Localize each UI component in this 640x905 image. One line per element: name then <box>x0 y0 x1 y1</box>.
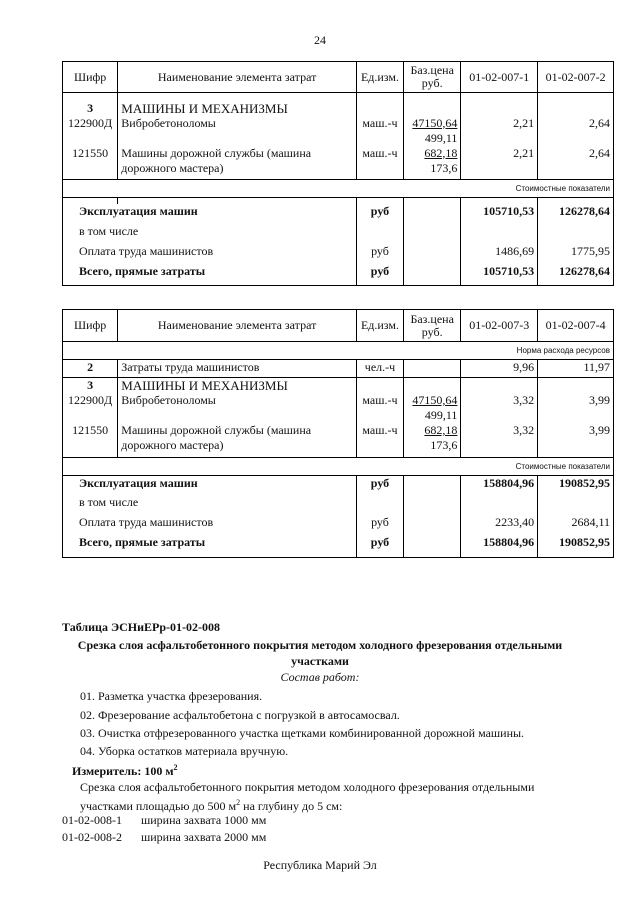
item-code: 01-02-008-1 <box>62 813 122 827</box>
header-col-a: 01-02-007-1 <box>461 62 538 93</box>
summary-label: Всего, прямые затраты <box>63 535 357 557</box>
section-title: МАШИНЫ И МЕХАНИЗМЫ <box>118 101 357 116</box>
summary-value-b: 126278,64 <box>538 204 614 224</box>
row-value-a: 2,21 <box>461 146 538 176</box>
row-price-base: 47150,64 <box>412 115 458 130</box>
row-value-a: 2,21 <box>461 116 538 146</box>
row-price-base: 682,18 <box>424 145 458 160</box>
summary-label: Эксплуатация машин <box>63 204 357 224</box>
summary-value-b: 126278,64 <box>538 264 614 286</box>
row-name: Машины дорожной службы (машина дорожного мастера) <box>118 423 357 453</box>
row-price-wage: 499,11 <box>424 408 458 422</box>
section-row <box>63 101 614 116</box>
norm-row <box>63 342 614 360</box>
row-price-wage: 173,6 <box>430 438 458 452</box>
summary-label: в том числе <box>63 495 357 515</box>
labor-unit: чел.-ч <box>356 360 403 378</box>
row-value-a: 3,32 <box>461 393 538 423</box>
labor-value-b: 11,97 <box>538 360 614 378</box>
summary-row <box>63 224 614 244</box>
row-value-b: 3,99 <box>538 393 614 423</box>
row-name: Вибробетоноломы <box>118 393 357 423</box>
row-value-a: 3,32 <box>461 423 538 453</box>
row-price <box>404 116 461 146</box>
section-row <box>63 378 614 394</box>
summary-label: Оплата труда машинистов <box>63 515 357 535</box>
section-heading-line1: Срезка слоя асфальтобетонного покрытия методом холодного фрезерования отдельными <box>77 638 563 652</box>
header-name: Наименование элемента затрат <box>118 62 357 93</box>
description-part-a: участками площадью до 500 м <box>80 799 237 813</box>
meter-line <box>72 760 178 779</box>
row-value-b: 2,64 <box>538 146 614 176</box>
summary-row <box>63 515 614 535</box>
summary-value-b: 190852,95 <box>538 475 614 495</box>
summary-unit: руб <box>356 515 403 535</box>
summary-value-b: 190852,95 <box>538 535 614 557</box>
row-unit: маш.-ч <box>356 116 403 146</box>
norm-label: Норма расхода ресурсов <box>63 342 614 360</box>
page-footer: Республика Марий Эл <box>263 858 377 872</box>
work-step: 01. Разметка участка фрезерования. <box>80 689 263 703</box>
item-text: ширина захвата 2000 мм <box>141 830 267 844</box>
row-price <box>404 393 461 423</box>
summary-row <box>63 204 614 224</box>
summary-row <box>63 475 614 495</box>
labor-name: Затраты труда машинистов <box>118 360 357 378</box>
item-code: 01-02-008-2 <box>62 830 122 844</box>
section-number: 3 <box>63 101 118 116</box>
row-code: 122900Д <box>63 393 118 423</box>
cost-indicators-label: Стоимостные показатели <box>63 457 614 475</box>
meter-label: Измеритель: 100 м <box>72 764 174 778</box>
summary-row <box>63 264 614 286</box>
header-price-line2: руб. <box>421 324 443 339</box>
row-value-b: 2,64 <box>538 116 614 146</box>
header-col-a: 01-02-007-3 <box>461 310 538 342</box>
table-row <box>63 423 614 453</box>
composition-heading: Состав работ: <box>280 670 360 684</box>
summary-unit: руб <box>356 204 403 224</box>
header-price-line1: Баз.цена <box>410 311 454 326</box>
description-superscript: 2 <box>236 798 241 807</box>
summary-row <box>63 244 614 264</box>
row-name: Вибробетоноломы <box>118 116 357 146</box>
summary-value-a: 105710,53 <box>461 204 538 224</box>
header-unit: Ед.изм. <box>356 310 403 342</box>
cost-indicators-label: Стоимостные показатели <box>63 180 614 198</box>
cost-indicators-row <box>63 457 614 475</box>
summary-value-a: 1486,69 <box>461 244 538 264</box>
labor-code: 2 <box>63 360 118 378</box>
row-price-wage: 173,6 <box>430 160 458 175</box>
row-unit: маш.-ч <box>356 393 403 423</box>
header-price-line2: руб. <box>421 76 443 90</box>
header-name: Наименование элемента затрат <box>118 310 357 342</box>
row-code: 121550 <box>63 146 118 176</box>
row-value-b: 3,99 <box>538 423 614 453</box>
table-title: Таблица ЭСНиЕРр-01-02-008 <box>62 620 221 634</box>
summary-unit: руб <box>356 475 403 495</box>
cost-indicators-row <box>63 180 614 198</box>
summary-value-a: 158804,96 <box>461 535 538 557</box>
summary-row <box>63 535 614 557</box>
row-code: 122900Д <box>63 116 118 146</box>
summary-value-a: 105710,53 <box>461 264 538 286</box>
section-heading-line2: участками <box>291 654 349 668</box>
summary-value-b: 1775,95 <box>538 244 614 264</box>
summary-label: Оплата труда машинистов <box>63 244 357 264</box>
work-step: 03. Очистка отфрезерованного участка щетками комбинированной дорожной машины. <box>80 726 525 740</box>
row-price-base: 47150,64 <box>412 393 458 407</box>
header-price-line1: Баз.цена <box>410 63 454 77</box>
summary-unit: руб <box>356 535 403 557</box>
row-price-wage: 499,11 <box>424 130 458 145</box>
work-step: 04. Уборка остатков материала вручную. <box>80 744 289 758</box>
summary-label: Всего, прямые затраты <box>63 264 357 286</box>
row-price-base: 682,18 <box>424 423 458 437</box>
resource-table-2 <box>62 309 614 558</box>
item-text: ширина захвата 1000 мм <box>141 813 267 827</box>
summary-row <box>63 495 614 515</box>
row-code: 121550 <box>63 423 118 453</box>
row-price <box>404 423 461 453</box>
table-header-row <box>63 310 614 342</box>
summary-label: Эксплуатация машин <box>63 475 357 495</box>
summary-unit: руб <box>356 244 403 264</box>
summary-value-a: 2233,40 <box>461 515 538 535</box>
resource-table-1 <box>62 61 614 286</box>
meter-superscript: 2 <box>173 763 178 772</box>
table-row <box>63 116 614 146</box>
row-unit: маш.-ч <box>356 423 403 453</box>
header-col-b: 01-02-007-2 <box>538 62 614 93</box>
summary-unit: руб <box>356 264 403 286</box>
section-number: 3 <box>63 378 118 394</box>
page-number: 24 <box>314 33 326 47</box>
header-unit: Ед.изм. <box>356 62 403 93</box>
header-price <box>404 310 461 342</box>
table-header-row <box>63 62 614 93</box>
row-name: Машины дорожной службы (машина дорожного мастера) <box>118 146 357 176</box>
header-code: Шифр <box>63 310 118 342</box>
summary-label: в том числе <box>63 224 357 244</box>
header-col-b: 01-02-007-4 <box>538 310 614 342</box>
summary-value-b: 2684,11 <box>538 515 614 535</box>
row-unit: маш.-ч <box>356 146 403 176</box>
table-row <box>63 393 614 423</box>
summary-value-a: 158804,96 <box>461 475 538 495</box>
work-step: 02. Фрезерование асфальтобетона с погрузкой в автосамосвал. <box>80 708 400 722</box>
labor-row <box>63 360 614 378</box>
description-line1: Срезка слоя асфальтобетонного покрытия методом холодного фрезерования отдельными <box>80 780 535 794</box>
labor-value-a: 9,96 <box>461 360 538 378</box>
header-price <box>404 62 461 93</box>
row-price <box>404 146 461 176</box>
table-row <box>63 146 614 176</box>
section-title: МАШИНЫ И МЕХАНИЗМЫ <box>118 378 357 394</box>
description-part-b: на глубину до 5 см: <box>240 799 343 813</box>
header-code: Шифр <box>63 62 118 93</box>
